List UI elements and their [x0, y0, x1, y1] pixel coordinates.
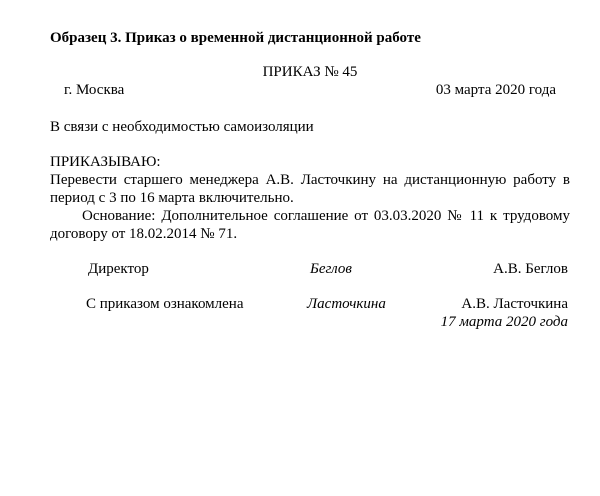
order-reason: В связи с необходимостью самоизоляции — [50, 119, 314, 135]
order-title: ПРИКАЗ № 45 — [262, 64, 358, 80]
director-name: А.В. Беглов — [493, 261, 568, 277]
director-label: Директор — [88, 261, 149, 277]
order-basis: Основание: Дополнительное соглашение от 03.03.2020 № 11 к трудовому договору от 18.02.2014 № 71. — [50, 208, 570, 242]
acknowledgement-date: 17 марта 2020 года — [440, 314, 568, 330]
order-text: Перевести старшего менеджера А.В. Ласточкину на дистанционную работу в период с 3 по 16 марта включительно. — [50, 172, 570, 206]
order-command-word: ПРИКАЗЫВАЮ: — [50, 154, 161, 170]
document-heading: Образец 3. Приказ о временной дистанционной работе — [50, 30, 421, 46]
employee-signature: Ласточкина — [307, 296, 386, 312]
acknowledgement-label: С приказом ознакомлена — [86, 296, 244, 312]
director-signature: Беглов — [310, 261, 352, 277]
order-city: г. Москва — [64, 82, 125, 98]
order-date: 03 марта 2020 года — [435, 82, 556, 98]
employee-name: А.В. Ласточкина — [461, 296, 568, 312]
